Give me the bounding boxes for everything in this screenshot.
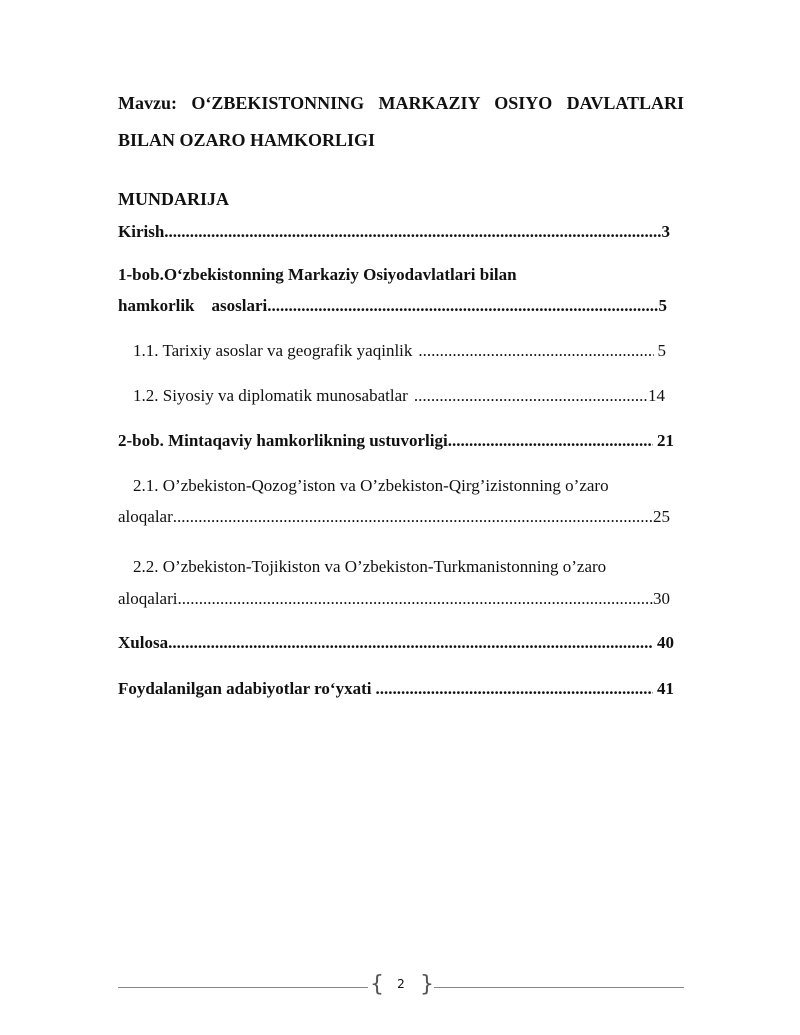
toc-entry-label: Foydalanilgan adabiyotlar ro‘yxati bbox=[118, 679, 372, 698]
toc-entry-page: 21 bbox=[657, 431, 674, 450]
toc-entry-label: Xulosa bbox=[118, 633, 169, 652]
footer-rule-left bbox=[118, 987, 368, 988]
toc-leader-dots bbox=[414, 386, 648, 406]
toc-entry-label: hamkorlik asoslari bbox=[118, 296, 268, 315]
toc-entry-label: Kirish bbox=[118, 222, 165, 241]
toc-entry-2-2-line1: 2.2. O’zbekiston-Tojikiston va O’zbekiston-Turkmanistonning o’zaro bbox=[133, 557, 607, 576]
toc-leader-dots bbox=[375, 679, 653, 699]
toc-entry-2-1 bbox=[118, 507, 670, 527]
toc-entry-label: 2-bob. Mintaqaviy hamkorlikning ustuvorligi bbox=[118, 431, 448, 450]
document-title-line-1: Mavzu: O‘ZBEKISTONNING MARKAZIY OSIYO DAVLATLARI bbox=[118, 93, 684, 113]
toc-entry-page: 5 bbox=[658, 296, 667, 315]
toc-entry-2-1-line1: 2.1. O’zbekiston-Qozog’iston va O’zbekiston-Qirg’izistonning o’zaro bbox=[133, 476, 609, 495]
footer-rule-right bbox=[434, 987, 684, 988]
toc-leader-dots bbox=[267, 296, 658, 316]
left-brace-icon: { bbox=[370, 972, 384, 997]
toc-entry-page: 40 bbox=[657, 633, 674, 652]
toc-entry-adabiyotlar bbox=[118, 679, 674, 699]
toc-entry-bob1 bbox=[118, 296, 667, 316]
toc-entry-label: aloqalar bbox=[118, 507, 173, 526]
toc-entry-2-2 bbox=[118, 589, 670, 609]
toc-entry-kirish bbox=[118, 222, 670, 242]
page-number: 2 bbox=[397, 977, 405, 991]
toc-entry-label: 1.2. Siyosiy va diplomatik munosabatlar bbox=[133, 386, 408, 405]
toc-entry-bob2 bbox=[118, 431, 674, 451]
toc-leader-dots bbox=[177, 589, 653, 609]
toc-leader-dots bbox=[164, 222, 661, 242]
toc-entry-1-1 bbox=[133, 341, 666, 361]
toc-entry-page: 5 bbox=[657, 341, 666, 360]
toc-entry-1-2 bbox=[133, 386, 665, 406]
toc-entry-label: aloqalari bbox=[118, 589, 178, 608]
toc-entry-page: 14 bbox=[648, 386, 665, 405]
toc-entry-bob1-line1: 1-bob.O‘zbekistonning Markaziy Osiyodavlatlari bilan bbox=[118, 265, 517, 284]
toc-entry-page: 30 bbox=[653, 589, 670, 608]
toc-entry-label: 1.1. Tarixiy asoslar va geografik yaqinlik bbox=[133, 341, 413, 360]
toc-heading: MUNDARIJA bbox=[118, 189, 229, 209]
toc-leader-dots bbox=[418, 341, 653, 361]
toc-entry-page: 25 bbox=[653, 507, 670, 526]
toc-leader-dots bbox=[168, 633, 653, 653]
toc-entry-page: 3 bbox=[661, 222, 670, 241]
right-brace-icon: } bbox=[420, 972, 434, 997]
toc-leader-dots bbox=[448, 431, 653, 451]
document-title-line-2: BILAN OZARO HAMKORLIGI bbox=[118, 130, 376, 150]
toc-entry-page: 41 bbox=[657, 679, 674, 698]
toc-entry-xulosa bbox=[118, 633, 674, 653]
toc-leader-dots bbox=[173, 507, 653, 527]
